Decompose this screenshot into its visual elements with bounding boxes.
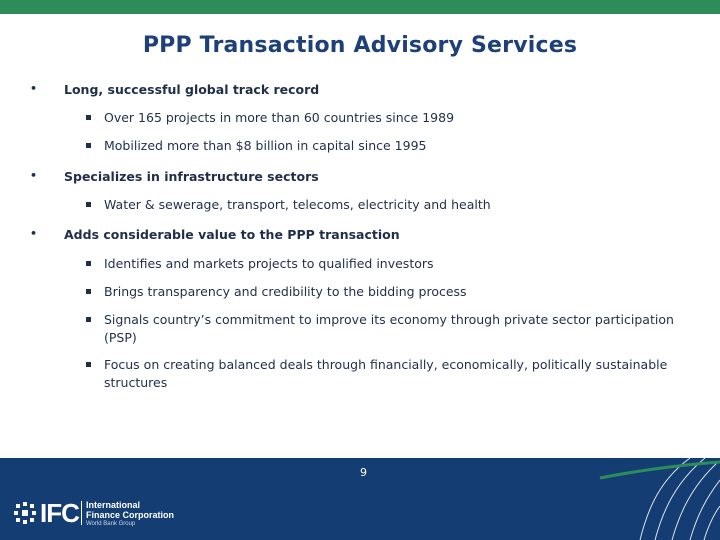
bullet-dot-icon: • (30, 227, 38, 240)
ifc-wordmark: IFC (40, 498, 79, 528)
sub-bullet: Signals country’s commitment to improve its economy through private sector participation (PSP) (86, 311, 686, 347)
ifc-globe-icon (14, 502, 36, 524)
square-bullet-icon (86, 202, 91, 207)
sub-bullet: Over 165 projects in more than 60 countries since 1989 (86, 109, 686, 127)
sub-bullet: Water & sewerage, transport, telecoms, electricity and health (86, 196, 686, 214)
org-sub: World Bank Group (86, 521, 136, 527)
bullet-dot-icon: • (30, 82, 38, 95)
top-accent-bar (0, 0, 720, 14)
sub-bullet: Identifies and markets projects to qualified investors (86, 255, 686, 273)
org-name: International Finance Corporation (86, 500, 175, 520)
footer-band (0, 458, 720, 540)
logo-divider (81, 501, 82, 525)
square-bullet-icon (86, 317, 91, 322)
square-bullet-icon (86, 115, 91, 120)
square-bullet-icon (86, 362, 91, 367)
sub-bullet: Mobilized more than $8 billion in capital since 1995 (86, 137, 686, 155)
sub-bullet: Brings transparency and credibility to the bidding process (86, 283, 686, 301)
bullet-dot-icon: • (30, 169, 38, 182)
square-bullet-icon (86, 143, 91, 148)
square-bullet-icon (86, 261, 91, 266)
square-bullet-icon (86, 289, 91, 294)
slide-title: PPP Transaction Advisory Services (142, 33, 578, 58)
page-number: 9 (360, 466, 367, 479)
sub-bullet: Focus on creating balanced deals through financially, economically, politically sustainable structures (86, 356, 686, 392)
